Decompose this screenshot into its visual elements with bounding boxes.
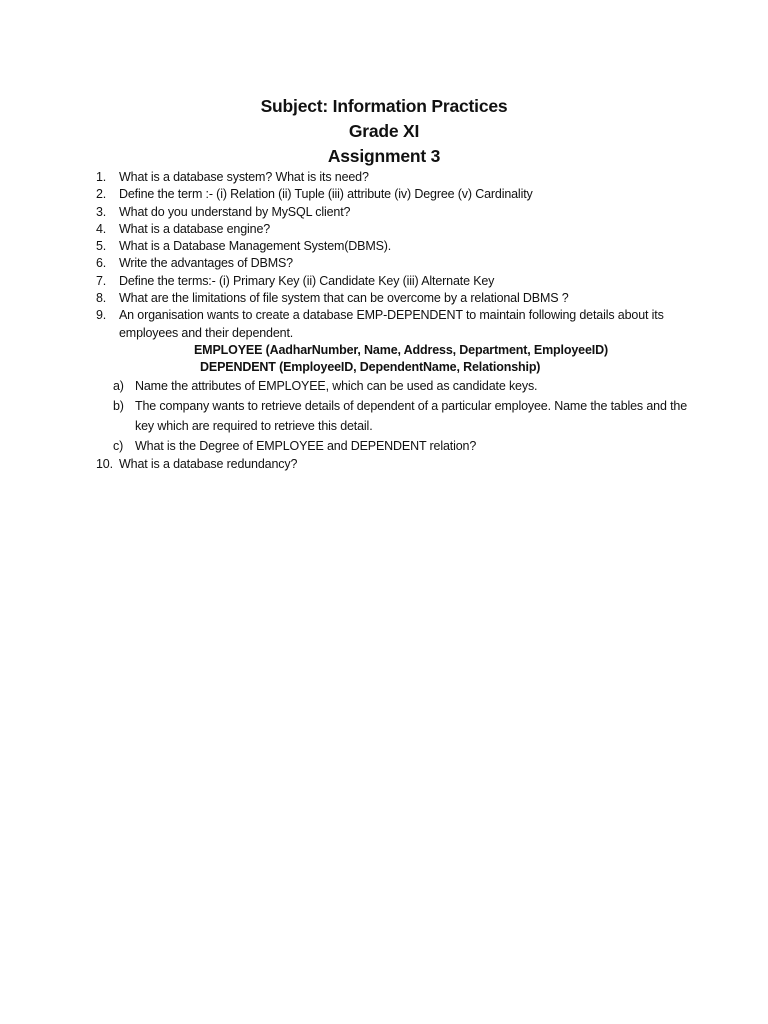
dependent-schema: DEPENDENT (EmployeeID, DependentName, Relationship) bbox=[200, 359, 541, 374]
subquestion-letter: a) bbox=[113, 378, 124, 393]
question-item bbox=[96, 221, 696, 238]
question-text: What is a Database Management System(DBMS). bbox=[119, 239, 392, 254]
question-item bbox=[96, 169, 696, 186]
question-text: An organisation wants to create a database EMP-DEPENDENT to maintain following details about its employees and their dependent. bbox=[119, 308, 664, 340]
question-item bbox=[96, 456, 696, 473]
question-number: 4. bbox=[96, 221, 107, 236]
grade-title: Grade XI bbox=[348, 121, 420, 141]
question-text: What is a database system? What is its need? bbox=[119, 170, 369, 184]
question-item bbox=[96, 204, 696, 221]
question-list bbox=[96, 169, 696, 473]
question-text: What is a database redundancy? bbox=[119, 456, 298, 471]
question-number: 8. bbox=[96, 291, 107, 306]
assignment-title: Assignment 3 bbox=[327, 146, 441, 166]
subquestion-item bbox=[96, 436, 696, 456]
subquestion-item bbox=[96, 396, 696, 436]
document-header bbox=[0, 94, 768, 169]
subquestion-letter: b) bbox=[113, 398, 124, 413]
question-number: 3. bbox=[96, 204, 107, 219]
question-text: What do you understand by MySQL client? bbox=[119, 204, 351, 219]
question-text: Write the advantages of DBMS? bbox=[119, 256, 293, 271]
question-number: 6. bbox=[96, 256, 107, 271]
question-number: 1. bbox=[96, 170, 107, 184]
subject-title: Subject: Information Practices bbox=[260, 96, 508, 116]
subquestion-letter: c) bbox=[113, 438, 124, 453]
subquestion-text: Name the attributes of EMPLOYEE, which can be used as candidate keys. bbox=[135, 378, 538, 393]
question-item bbox=[96, 290, 696, 307]
question-number: 10. bbox=[96, 456, 113, 471]
subquestion-text: The company wants to retrieve details of dependent of a particular employee. Name the tables and the key which are required to retrieve this detail. bbox=[135, 398, 687, 433]
question-item bbox=[96, 255, 696, 272]
question-text: What is a database engine? bbox=[119, 221, 271, 236]
question-text: Define the terms:- (i) Primary Key (ii) Candidate Key (iii) Alternate Key bbox=[119, 273, 495, 288]
question-number: 7. bbox=[96, 273, 107, 288]
question-item bbox=[96, 273, 696, 290]
question-item bbox=[96, 238, 696, 255]
question-text: Define the term :- (i) Relation (ii) Tuple (iii) attribute (iv) Degree (v) Cardinality bbox=[119, 187, 533, 202]
question-number: 5. bbox=[96, 239, 107, 254]
question-number: 9. bbox=[96, 308, 107, 323]
question-item bbox=[96, 307, 696, 342]
question-number: 2. bbox=[96, 187, 107, 202]
question-text: What are the limitations of file system that can be overcome by a relational DBMS ? bbox=[119, 291, 569, 306]
question-item bbox=[96, 186, 696, 203]
employee-schema: EMPLOYEE (AadharNumber, Name, Address, Department, EmployeeID) bbox=[194, 342, 608, 357]
subquestion-item bbox=[96, 376, 696, 396]
subquestion-text: What is the Degree of EMPLOYEE and DEPENDENT relation? bbox=[135, 438, 477, 453]
